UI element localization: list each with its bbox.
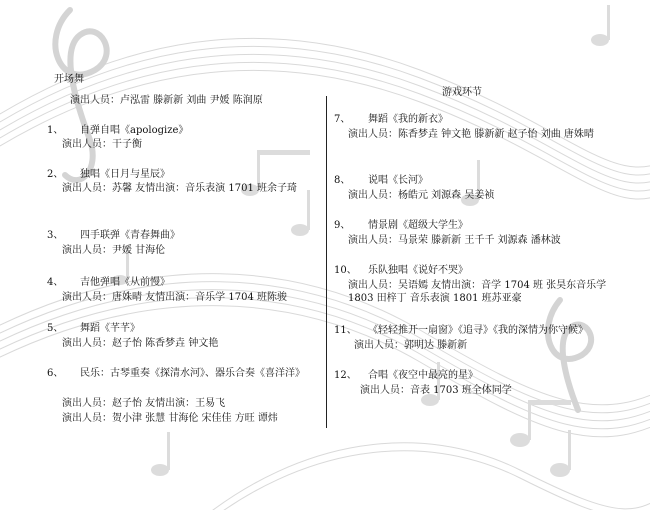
item-performers: 演出人员：干子衡 — [62, 139, 142, 150]
item-performers: 演出人员：杨皓元 刘源森 吴姜祯 — [348, 190, 495, 201]
item-number: 2、 — [47, 169, 64, 180]
item-performers: 演出人员：吴语嫣 友情出演：音学 1704 班 张昊东音乐学 1803 田梓丁 音乐表演 1801 班苏亚豪 — [348, 280, 607, 304]
item-number: 5、 — [47, 323, 64, 334]
item-number: 11、 — [334, 325, 357, 336]
opening-performers: 演出人员：卢泓雷 滕新新 刘曲 尹媛 陈润原 — [70, 95, 263, 106]
item-performers: 演出人员：苏馨 友情出演：音乐表演 1701 班余子琦 — [62, 183, 297, 194]
item-performers: 演出人员：音表 1703 班全体同学 — [360, 385, 512, 396]
item-title: 舞蹈《我的新衣》 — [368, 114, 448, 125]
item-number: 7、 — [334, 114, 351, 125]
item-performers-2: 演出人员：贺小津 张慧 甘海伦 宋佳佳 方旺 谭炜 — [62, 413, 278, 424]
item-performers: 演出人员：唐姝晴 友情出演：音乐学 1704 班陈骏 — [62, 292, 287, 303]
item-performers: 演出人员：陈香梦垚 钟文艳 滕新新 赵子怡 刘曲 唐姝晴 — [348, 129, 594, 140]
item-title: 四手联弹《青春舞曲》 — [80, 230, 180, 241]
column-divider — [326, 96, 327, 428]
section-title-games: 游戏环节 — [442, 87, 482, 98]
item-title: 自弹自唱《apologize》 — [80, 125, 189, 136]
item-number: 8、 — [334, 175, 351, 186]
item-number: 1、 — [47, 125, 64, 136]
item-performers: 演出人员：郭明达 滕新新 — [354, 340, 468, 351]
item-title: 民乐：古琴重奏《探清水河》、器乐合奏《喜洋洋》 — [80, 368, 305, 379]
opening-title: 开场舞 — [54, 74, 84, 85]
item-title: 舞蹈《芊芊》 — [80, 323, 140, 334]
item-title: 合唱《夜空中最亮的星》 — [368, 370, 478, 381]
item-title: 乐队独唱《说好不哭》 — [368, 265, 468, 276]
item-performers: 演出人员：马景荣 滕新新 王千千 刘源森 潘林波 — [348, 235, 561, 246]
item-number: 3、 — [47, 230, 64, 241]
item-number: 6、 — [47, 368, 64, 379]
item-number: 9、 — [334, 220, 351, 231]
item-title: 《轻轻推开一扇窗》《追寻》《我的深情为你守候》 — [368, 325, 588, 336]
item-title: 独唱《日月与星辰》 — [80, 169, 170, 180]
item-number: 10、 — [334, 265, 357, 276]
item-title: 情景剧《超级大学生》 — [368, 220, 468, 231]
item-title: 说唱《长河》 — [368, 175, 428, 186]
item-number: 12、 — [334, 370, 357, 381]
item-title: 吉他弹唱《从前慢》 — [80, 277, 170, 288]
item-number: 4、 — [47, 277, 64, 288]
item-performers: 演出人员：赵子怡 陈香梦垚 钟文艳 — [62, 338, 219, 349]
item-performers: 演出人员：赵子怡 友情出演：王易飞 — [62, 398, 226, 409]
item-performers: 演出人员：尹媛 甘海伦 — [62, 245, 166, 256]
